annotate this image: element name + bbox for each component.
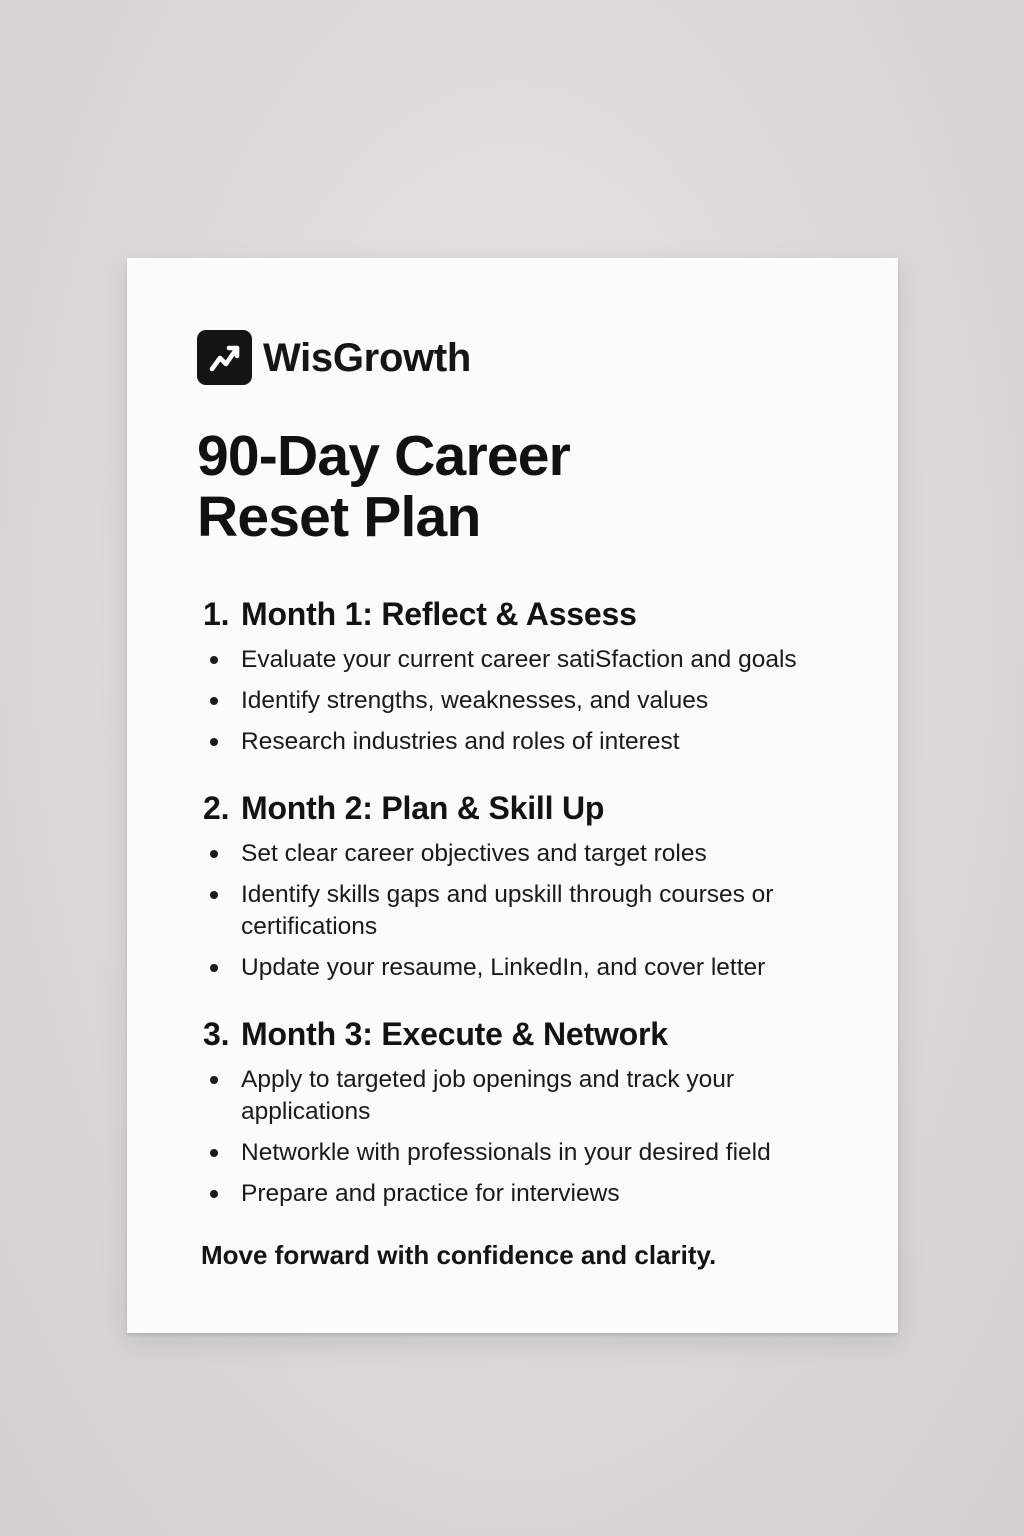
bullet-dot — [210, 850, 218, 858]
list-item-text: Evaluate your current career satiSfaction and goals — [241, 646, 797, 673]
section-title: Month 1: Reflect & Assess — [241, 596, 637, 632]
section-title: Month 2: Plan & Skill Up — [241, 790, 605, 826]
section-month-3 — [203, 1014, 838, 1219]
list-item — [203, 1137, 838, 1169]
bullet-list — [203, 838, 838, 983]
section-title: Month 3: Execute & Network — [241, 1016, 668, 1052]
section-heading — [203, 788, 838, 828]
bullet-dot — [210, 1190, 218, 1198]
list-item-text: Identify skills gaps and upskill through courses or certifications — [241, 881, 774, 940]
section-heading — [203, 1014, 838, 1054]
list-item — [203, 838, 838, 870]
list-item — [203, 1178, 838, 1210]
bullet-dot — [210, 1076, 218, 1084]
list-item-text: Research industries and roles of interest — [241, 728, 680, 755]
plan-card — [127, 258, 898, 1333]
closing-statement: Move forward with confidence and clarity. — [201, 1240, 717, 1270]
trending-up-icon — [197, 330, 252, 385]
list-item — [203, 644, 838, 676]
bullet-dot — [210, 964, 218, 972]
list-item-text: Identify strengths, weaknesses, and values — [241, 687, 709, 714]
bullet-list — [203, 1064, 838, 1209]
list-item-text: Networkle with professionals in your desired field — [241, 1138, 771, 1166]
list-item — [203, 952, 838, 984]
section-number: 2. — [203, 790, 230, 826]
bullet-dot — [210, 697, 218, 705]
brand-name: WisGrowth — [263, 335, 472, 380]
page-title — [197, 426, 570, 548]
title-line-1: 90-Day Career — [197, 424, 571, 488]
list-item-text: Apply to targeted job openings and track your applications — [241, 1066, 735, 1125]
list-item-text: Prepare and practice for interviews — [241, 1179, 620, 1207]
list-item-text: Update your resaume, LinkedIn, and cover letter — [241, 953, 766, 981]
bullet-dot — [210, 656, 218, 664]
list-item-text: Set clear career objectives and target roles — [241, 840, 707, 867]
section-month-1 — [203, 594, 838, 767]
list-item — [203, 726, 838, 758]
bullet-list — [203, 644, 838, 758]
bullet-dot — [210, 891, 218, 899]
section-month-2 — [203, 788, 838, 993]
section-number: 3. — [203, 1016, 230, 1052]
list-item — [203, 1064, 838, 1127]
list-item — [203, 879, 838, 942]
bullet-dot — [210, 1149, 218, 1157]
section-number: 1. — [203, 596, 230, 632]
list-item — [203, 685, 838, 717]
bullet-dot — [210, 738, 218, 746]
brand — [197, 330, 471, 385]
section-heading — [203, 594, 838, 634]
title-line-2: Reset Plan — [197, 485, 481, 549]
